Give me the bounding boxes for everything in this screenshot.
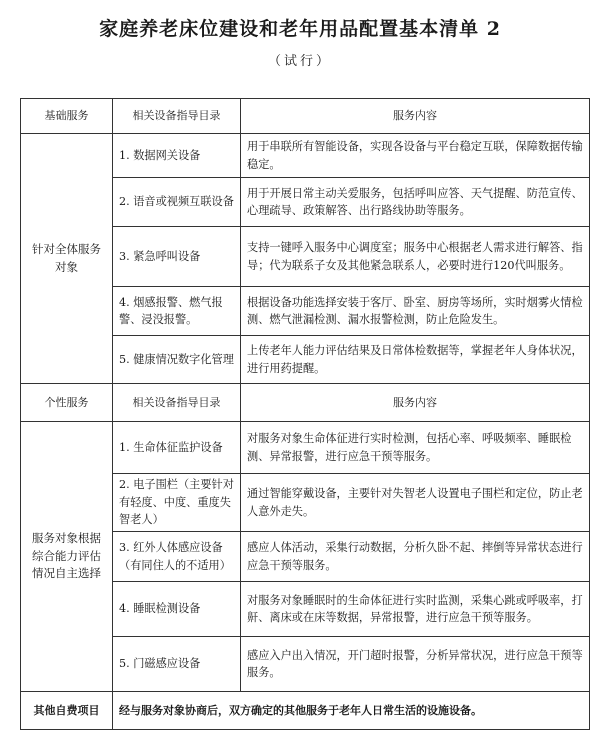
service-cell: 用于串联所有智能设备，实现各设备与平台稳定互联，保障数据传输稳定。 [241,134,590,178]
device-cell: 3. 紧急呼叫设备 [113,227,241,287]
section2-category: 服务对象根据综合能力评估情况自主选择 [21,422,113,692]
service-cell: 感应人体活动，采集行动数据，分析久卧不起、摔倒等异常状态进行应急干预等服务。 [241,532,590,582]
device-cell: 4. 睡眠检测设备 [113,582,241,637]
device-cell: 4. 烟感报警、燃气报警、浸没报警。 [113,287,241,336]
section2-header-row [21,384,590,422]
footer-row [21,692,590,730]
service-cell: 支持一键呼入服务中心调度室；服务中心根据老人需求进行解答、指导；代为联系子女及其他紧急联系人，必要时进行120代叫服务。 [241,227,590,287]
service-cell: 对服务对象生命体征进行实时检测，包括心率、呼吸频率、睡眠检测、异常报警，进行应急干预等服务。 [241,422,590,474]
section1-header-service: 服务内容 [241,99,590,134]
section1-category: 针对全体服务对象 [21,134,113,384]
device-cell: 5. 健康情况数字化管理 [113,336,241,384]
section1-header-row [21,99,590,134]
service-cell: 根据设备功能选择安装于客厅、卧室、厨房等场所，实时烟雾火情检测、燃气泄漏检测、漏水报警检测，防止危险发生。 [241,287,590,336]
section2-header-service: 服务内容 [241,384,590,422]
document-subtitle: （试行） [267,54,332,69]
footer-text: 经与服务对象协商后，双方确定的其他服务于老年人日常生活的设施设备。 [113,692,590,730]
service-cell: 对服务对象睡眠时的生命体征进行实时监测，采集心跳或呼吸率，打鼾、离床或在床等数据，异常报警，进行应急干预等服务。 [241,582,590,637]
device-cell: 5. 门磁感应设备 [113,637,241,692]
device-cell: 2. 电子围栏（主要针对有轻度、中度、重度失智老人） [113,474,241,532]
service-cell: 用于开展日常主动关爱服务，包括呼叫应答、天气提醒、防范宣传、心理疏导、政策解答、出行路线协助等服务。 [241,178,590,227]
service-cell: 感应入户出入情况，开门超时报警，分析异常状况，进行应急干预等服务。 [241,637,590,692]
config-table [20,98,590,730]
table-row [21,422,590,474]
device-cell: 2. 语音或视频互联设备 [113,178,241,227]
device-cell: 1. 数据网关设备 [113,134,241,178]
document-title: 家庭养老床位建设和老年用品配置基本清单 2 [99,18,501,40]
service-cell: 上传老年人能力评估结果及日常体检数据等，掌握老年人身体状况，进行用药提醒。 [241,336,590,384]
section2-header-category: 个性服务 [21,384,113,422]
service-cell: 通过智能穿戴设备，主要针对失智老人设置电子围栏和定位，防止老人意外走失。 [241,474,590,532]
table-row [21,134,590,178]
section1-header-category: 基础服务 [21,99,113,134]
section1-header-device: 相关设备指导目录 [113,99,241,134]
device-cell: 3. 红外人体感应设备（有同住人的不适用） [113,532,241,582]
section2-header-device: 相关设备指导目录 [113,384,241,422]
footer-label: 其他自费项目 [21,692,113,730]
device-cell: 1. 生命体征监护设备 [113,422,241,474]
